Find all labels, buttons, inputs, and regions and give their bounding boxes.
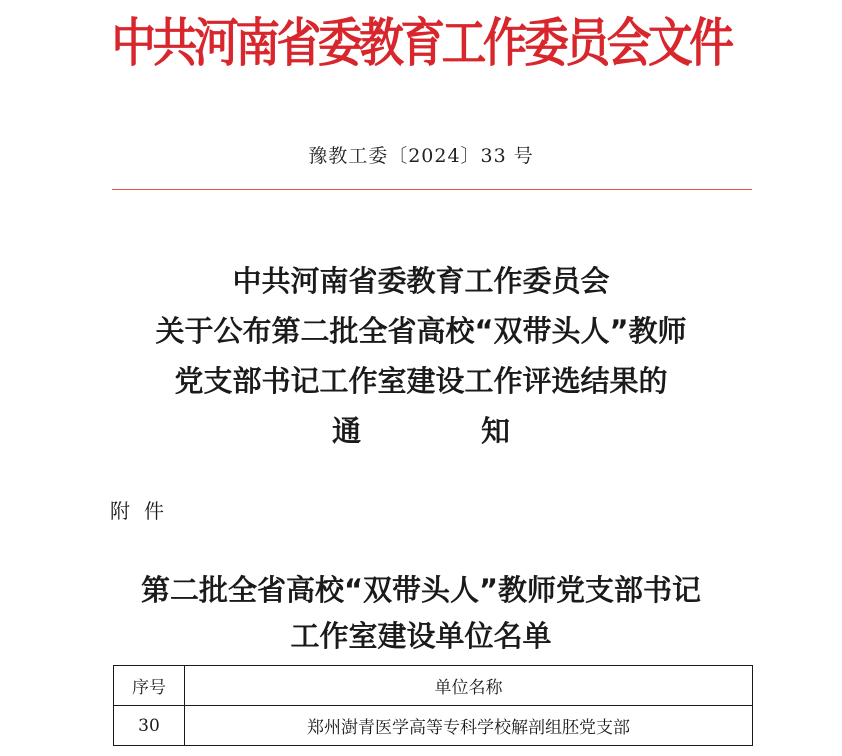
list-title-line-1: 第二批全省高校“双带头人”教师党支部书记 <box>140 573 702 607</box>
attachment-label: 附件 <box>110 499 178 523</box>
notice-title-line-1: 中共河南省委教育工作委员会 <box>232 264 610 298</box>
notice-title-line-2: 关于公布第二批全省高校“双带头人”教师 <box>155 314 687 348</box>
row-index-cell: 30 <box>114 706 185 746</box>
table-header-row <box>114 666 753 706</box>
red-divider-line <box>112 189 752 190</box>
column-header-unit-name: 单位名称 <box>185 666 753 706</box>
row-unit-name-cell: 郑州澍青医学高等专科学校解剖组胚党支部 <box>185 706 753 746</box>
list-title <box>0 567 842 659</box>
notice-title-line-3: 党支部书记工作室建设工作评选结果的 <box>174 364 668 398</box>
notice-title <box>0 256 842 456</box>
notice-title-line-4 <box>0 406 842 456</box>
list-title-line-2: 工作室建设单位名单 <box>290 619 552 653</box>
document-number: 豫教工委〔2024〕33 号 <box>308 145 534 167</box>
notice-title-zhi: 知 <box>481 414 511 448</box>
units-table <box>113 665 753 746</box>
document-header-issuer: 中共河南省委教育工作委员会文件 <box>111 13 731 74</box>
column-header-index: 序号 <box>114 666 185 706</box>
table-row <box>114 706 753 746</box>
notice-title-tong: 通 <box>331 414 361 448</box>
